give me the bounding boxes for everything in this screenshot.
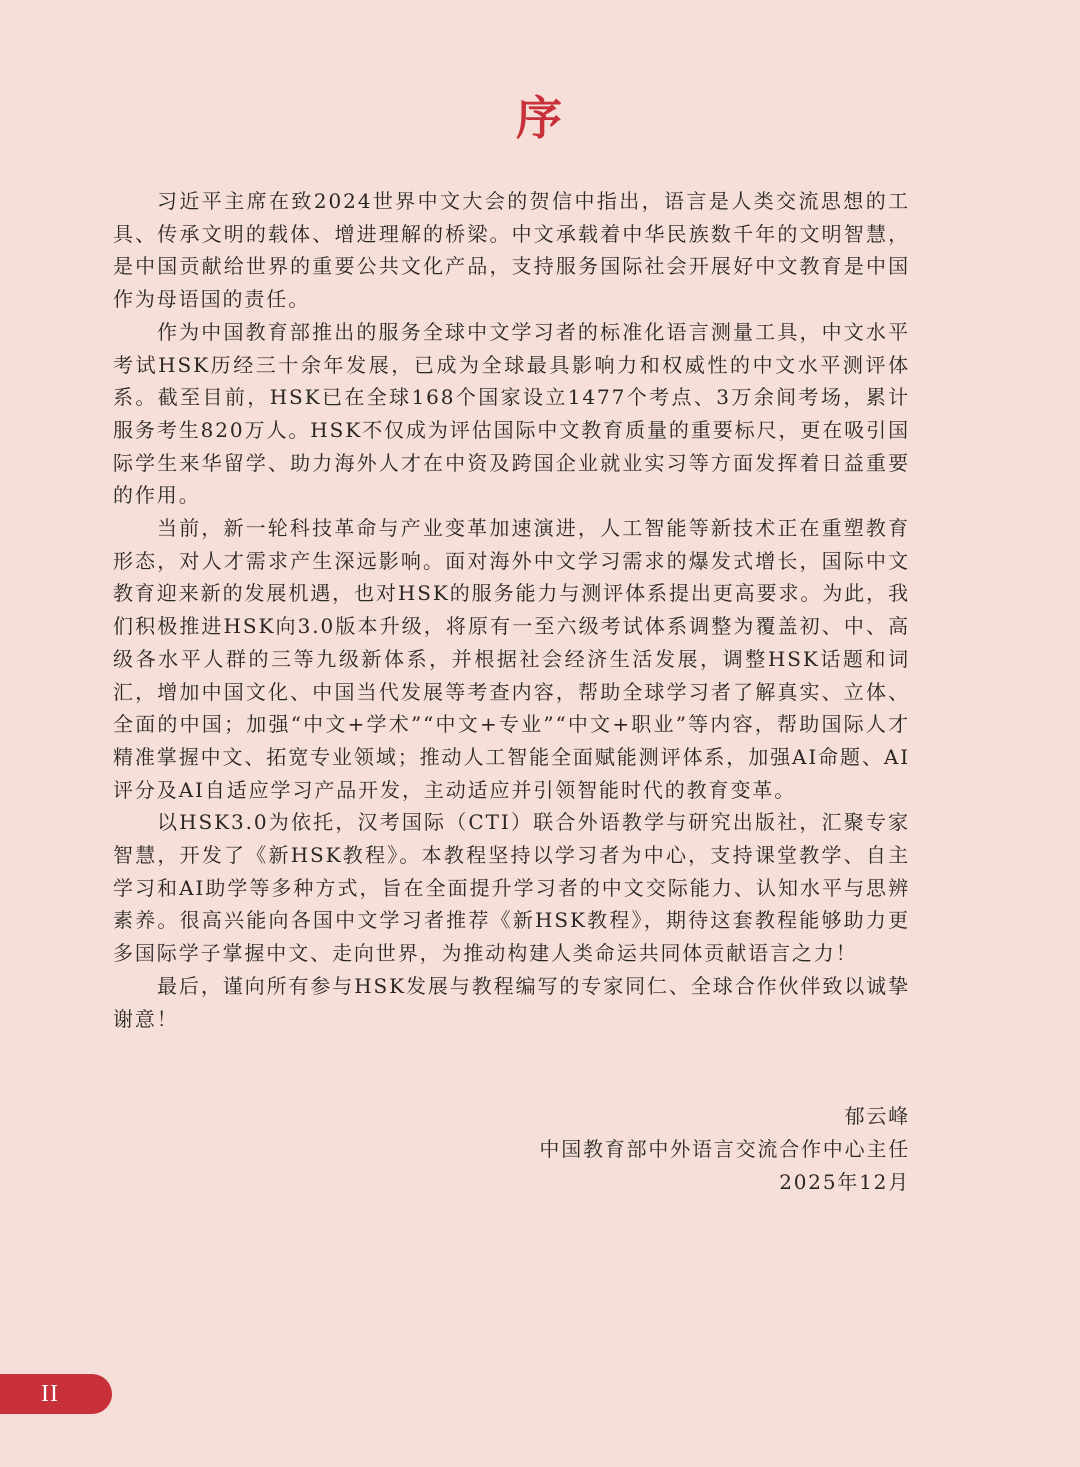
paragraph: 作为中国教育部推出的服务全球中文学习者的标准化语言测量工具，中文水平考试HSK历经三十余年发展，已成为全球最具影响力和权威性的中文水平测评体系。截至目前，HSK已在全球168个国家设立1477个考点、3万余间考场，累计服务考生820万人。HSK不仅成为评估国际中文教育质量的重要标尺，更在吸引国际学生来华留学、助力海外人才在中资及跨国企业就业实习等方面发挥着日益重要的作用。 xyxy=(113,319,910,508)
signature-name: 郁云峰 xyxy=(844,1104,910,1128)
paragraph: 习近平主席在致2024世界中文大会的贺信中指出，语言是人类交流思想的工具、传承文明的载体、增进理解的桥梁。中文承载着中华民族数千年的文明智慧，是中国贡献给世界的重要公共文化产品，支持服务国际社会开展好中文教育是中国作为母语国的责任。 xyxy=(113,189,910,312)
signature-date: 2025年12月 xyxy=(779,1170,910,1194)
signature-position: 中国教育部中外语言交流合作中心主任 xyxy=(539,1137,910,1161)
paragraph: 当前，新一轮科技革命与产业变革加速演进，人工智能等新技术正在重塑教育形态，对人才需求产生深远影响。面对海外中文学习需求的爆发式增长，国际中文教育迎来新的发展机遇，也对HSK的服务能力与测评体系提出更高要求。为此，我们积极推进HSK向3.0版本升级，将原有一至六级考试体系调整为覆盖初、中、高级各水平人群的三等九级新体系，并根据社会经济生活发展，调整HSK话题和词汇，增加中国文化、中国当代发展等考查内容，帮助全球学习者了解真实、立体、全面的中国；加强“中文+学术”“中文+专业”“中文+职业”等内容，帮助国际人才精准掌握中文、拓宽专业领域；推动人工智能全面赋能测评体系，加强AI命题、AI评分及AI自适应学习产品开发，主动适应并引领智能时代的教育变革。 xyxy=(113,516,910,802)
page-title: 序 xyxy=(516,91,564,145)
paragraph: 最后，谨向所有参与HSK发展与教程编写的专家同仁、全球合作伙伴致以诚挚谢意！ xyxy=(113,973,910,1031)
preface-body xyxy=(113,185,910,1035)
signature-block xyxy=(539,1100,910,1199)
page-number: II xyxy=(41,1380,59,1407)
paragraph: 以HSK3.0为依托，汉考国际（CTI）联合外语教学与研究出版社，汇聚专家智慧，开发了《新HSK教程》。本教程坚持以学习者为中心，支持课堂教学、自主学习和AI助学等多种方式，旨在全面提升学习者的中文交际能力、认知水平与思辨素养。很高兴能向各国中文学习者推荐《新HSK教程》，期待这套教程能够助力更多国际学子掌握中文、走向世界，为推动构建人类命运共同体贡献语言之力！ xyxy=(113,810,910,966)
page-number-tab xyxy=(0,1374,112,1414)
